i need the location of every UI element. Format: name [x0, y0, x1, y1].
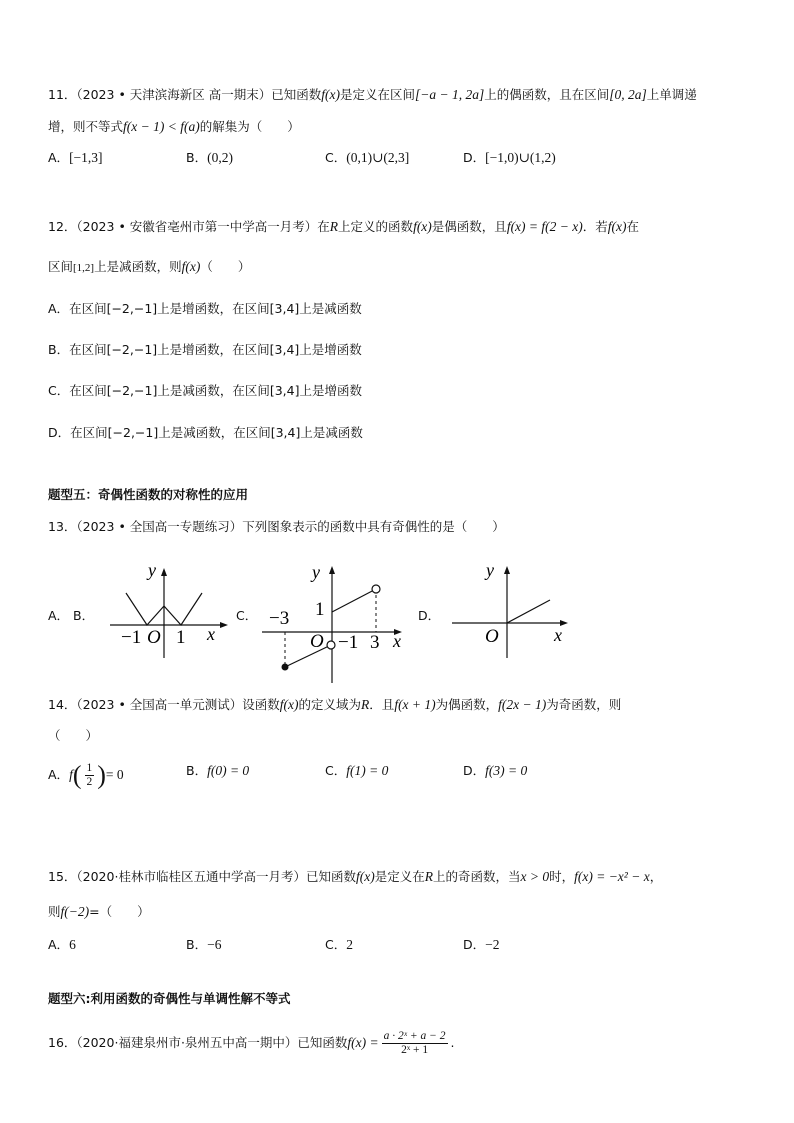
q14-option-c[interactable]: C．f(1) = 0 [325, 763, 389, 778]
graph-b-y-label: y [148, 560, 156, 580]
q15-line2: 则f(−2)=（ ） [48, 904, 150, 919]
q14-line2: （ ） [48, 728, 99, 743]
q11-line1: 11．（2023 • 天津滨海新区 高一期末）已知函数f(x)是定义在区间[−a − 1, 2a]上的偶函数，且在区间[0, 2a]上单调递 [48, 87, 697, 102]
q14-line1: 14．（2023 • 全国高一单元测试）设函数f(x)的定义域为R．且f(x + 1)为偶函数，f(2x − 1)为奇函数，则 [48, 697, 622, 712]
q13-option-c[interactable]: C． [236, 608, 258, 623]
q13-stem: 13．（2023 • 全国高一专题练习）下列图象表示的函数中具有奇偶性的是（ ） [48, 519, 505, 534]
q15-line1: 15．（2020·桂林市临桂区五通中学高一月考）已知函数f(x)是定义在R上的奇函数，当x > 0时，f(x) = −x² − x， [48, 869, 663, 884]
q11-option-d[interactable]: D．[−1,0)∪(1,2) [463, 150, 556, 165]
graph-c-open-point-lower [327, 641, 335, 649]
q11-option-c[interactable]: C．(0,1)∪(2,3] [325, 150, 410, 165]
q14-option-b[interactable]: B．f(0) = 0 [186, 763, 250, 778]
graph-c-tick-1: 1 [315, 599, 325, 620]
q13-option-a[interactable]: A． [48, 608, 70, 623]
graph-d [448, 558, 573, 658]
graph-d-y-label: y [486, 560, 494, 580]
q12-line1: 12．（2023 • 安徽省亳州市第一中学高一月考）在R上定义的函数f(x)是偶函数，且f(x) = f(2 − x)．若f(x)在 [48, 219, 640, 234]
graph-c-segment-lower [285, 645, 331, 667]
graph-b-x-label: x [207, 624, 215, 644]
q12-option-a[interactable]: A．在区间[−2,−1]上是增函数，在区间[3,4]上是减函数 [48, 301, 362, 316]
graph-c-x-label: x [393, 631, 401, 651]
q12-option-c[interactable]: C．在区间[−2,−1]上是减函数，在区间[3,4]上是增函数 [48, 383, 362, 398]
graph-c-tick-3: 3 [370, 632, 380, 653]
q11-option-a[interactable]: A．[−1,3] [48, 150, 103, 165]
section-title-5: 题型五：奇偶性函数的对称性的应用 [48, 487, 249, 502]
graph-c-tick-neg3: −3 [269, 608, 290, 629]
q13-option-b[interactable]: B． [73, 608, 95, 623]
graph-b-tick-1: 1 [176, 627, 186, 648]
graph-c-closed-point [282, 664, 289, 671]
q15-option-a[interactable]: A．6 [48, 937, 76, 952]
graph-c-origin: O [310, 631, 324, 652]
q14-option-a[interactable]: A．f( $\frac{1}{2}$ )= 0 [48, 760, 124, 790]
q12-option-d[interactable]: D．在区间[−2,−1]上是减函数，在区间[3,4]上是减函数 [48, 425, 363, 440]
q15-option-b[interactable]: B．−6 [186, 937, 222, 952]
graph-b-y-arrow [161, 568, 167, 576]
q13-option-d[interactable]: D． [418, 608, 441, 623]
q14-option-d[interactable]: D．f(3) = 0 [463, 763, 528, 778]
graph-c-tick-neg1: −1 [338, 632, 359, 653]
q12-option-b[interactable]: B．在区间[−2,−1]上是增函数，在区间[3,4]上是增函数 [48, 342, 362, 357]
q11-line2: 增，则不等式f(x − 1) < f(a)的解集为（ ） [48, 119, 300, 134]
q16-line1: 16．（2020·福建泉州市·泉州五中高一期中）已知函数f(x) = $\frac{\text{a · 2ˣ + a − 2}}{\text{2ˣ + 1}}$ . [48, 1030, 455, 1056]
graph-b-x-arrow [220, 622, 228, 628]
q15-option-c[interactable]: C．2 [325, 937, 353, 952]
graph-c-y-arrow [329, 566, 335, 574]
q15-option-d[interactable]: D．−2 [463, 937, 500, 952]
graph-d-y-arrow [504, 566, 510, 574]
graph-b [110, 558, 230, 658]
q12-line2: 区间[1,2]上是减函数，则f(x)（ ） [48, 259, 251, 274]
graph-b-tick-neg1: −1 [121, 627, 142, 648]
graph-d-origin: O [485, 626, 499, 647]
graph-c [262, 558, 412, 683]
graph-c-open-point-upper [372, 585, 380, 593]
graph-d-x-label: x [554, 625, 562, 645]
section-title-6: 题型六:利用函数的奇偶性与单调性解不等式 [48, 991, 291, 1006]
graph-c-y-label: y [312, 562, 320, 582]
graph-b-origin: O [147, 627, 161, 648]
graph-c-segment-upper [332, 589, 376, 612]
graph-d-ray [507, 600, 550, 623]
q11-option-b[interactable]: B．(0,2) [186, 150, 233, 165]
